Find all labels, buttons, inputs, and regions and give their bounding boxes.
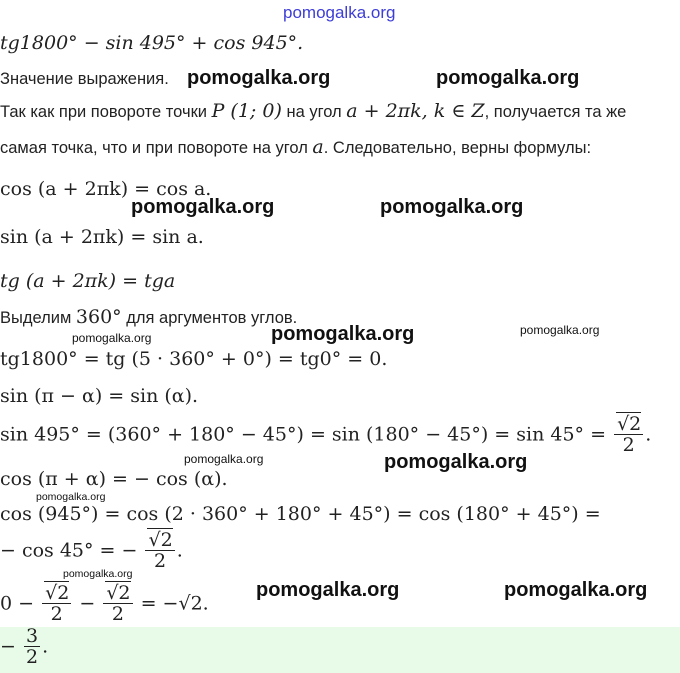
- watermark: pomogalka.org: [384, 451, 528, 473]
- tg-line: tg1800° = tg (5 · 360° + 0°) = tg0° = 0.: [0, 348, 388, 370]
- watermark: pomogalka.org: [36, 491, 106, 503]
- sqrt2-over-2: $\frac{√2}{2}$: [42, 583, 71, 624]
- sin495-line: sin 495° = (360° + 180° − 45°) = sin (180° − 45°) = sin 45° = $\frac{√2}{2}$ .: [0, 413, 652, 456]
- watermark: pomogalka.org: [63, 568, 133, 580]
- same-point-line: самая точка, что и при повороте на угол a. Следовательно, верны формулы:: [0, 136, 592, 158]
- watermark: pomogalka.org: [380, 196, 524, 218]
- since-line: Так как при повороте точки P (1; 0) на угол a + 2πk, k ∈ Z, получается та же: [0, 100, 627, 122]
- three-over-two: $\frac{3}{2}$: [25, 625, 39, 668]
- answer-line: − $\frac{3}{2}$ .: [0, 625, 49, 668]
- formula-sin: sin (a + 2πk) = sin a.: [0, 226, 204, 248]
- watermark: pomogalka.org: [72, 331, 152, 345]
- watermark: pomogalka.org: [436, 67, 580, 89]
- cos945-line: cos (945°) = cos (2 · 360° + 180° + 45°) = cos (180° + 45°) =: [0, 503, 601, 525]
- sin-reduction: sin (π − α) = sin (α).: [0, 385, 199, 407]
- select-line: Выделим 360° для аргументов углов.: [0, 306, 298, 328]
- formula-tg: tg (a + 2πk) = tga: [0, 270, 176, 292]
- sqrt2-over-2: $\frac{√2}{2}$: [145, 530, 174, 571]
- watermark: pomogalka.org: [520, 323, 600, 337]
- cos45-line: − cos 45° = − $\frac{√2}{2}$ .: [0, 529, 183, 572]
- watermark: pomogalka.org: [187, 67, 331, 89]
- watermark: pomogalka.org: [271, 323, 415, 345]
- watermark: pomogalka.org: [256, 579, 400, 601]
- answer-box: [0, 627, 680, 673]
- cos-reduction: cos (π + α) = − cos (α).: [0, 468, 228, 490]
- sqrt2-over-2: $\frac{√2}{2}$: [103, 583, 132, 624]
- problem-line: tg1800° − sin 495° + cos 945°.: [0, 32, 304, 54]
- watermark: pomogalka.org: [184, 452, 264, 466]
- sum-line: 0 − $\frac{√2}{2}$ − $\frac{√2}{2}$ = −√2.: [0, 582, 209, 625]
- watermark: pomogalka.org: [504, 579, 648, 601]
- value-label: Значение выражения.: [0, 70, 169, 88]
- site-watermark[interactable]: pomogalka.org: [283, 3, 396, 22]
- formula-cos: cos (a + 2πk) = cos a.: [0, 178, 212, 200]
- sqrt2-over-2: $\frac{√2}{2}$: [614, 414, 643, 455]
- watermark: pomogalka.org: [131, 196, 275, 218]
